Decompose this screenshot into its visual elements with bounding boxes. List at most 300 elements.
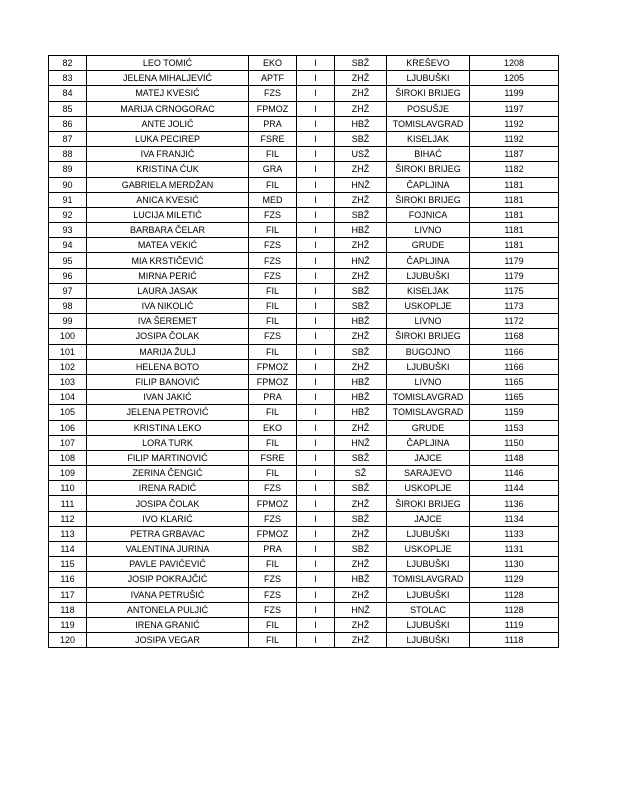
region-cell: ZHŽ [335, 86, 387, 101]
points-cell: 1173 [470, 299, 559, 314]
year-cell: I [297, 56, 335, 71]
rank-cell: 101 [49, 344, 87, 359]
town-cell: KISELJAK [387, 283, 470, 298]
name-cell: JOSIPA ČOLAK [87, 329, 249, 344]
points-cell: 1118 [470, 633, 559, 648]
faculty-cell: FSRE [249, 450, 297, 465]
points-cell: 1192 [470, 116, 559, 131]
region-cell: HNŽ [335, 435, 387, 450]
region-cell: SBŽ [335, 450, 387, 465]
table-row [49, 602, 559, 617]
points-cell: 1166 [470, 344, 559, 359]
points-cell: 1133 [470, 526, 559, 541]
rank-cell: 94 [49, 238, 87, 253]
town-cell: TOMISLAVGRAD [387, 572, 470, 587]
region-cell: USŽ [335, 147, 387, 162]
town-cell: BIHAĆ [387, 147, 470, 162]
rank-cell: 83 [49, 71, 87, 86]
region-cell: ZHŽ [335, 496, 387, 511]
name-cell: HELENA BOTO [87, 359, 249, 374]
rank-cell: 92 [49, 207, 87, 222]
rank-cell: 90 [49, 177, 87, 192]
faculty-cell: FZS [249, 238, 297, 253]
year-cell: I [297, 299, 335, 314]
rank-cell: 95 [49, 253, 87, 268]
town-cell: KISELJAK [387, 131, 470, 146]
faculty-cell: FIL [249, 177, 297, 192]
town-cell: LJUBUŠKI [387, 587, 470, 602]
town-cell: LJUBUŠKI [387, 359, 470, 374]
year-cell: I [297, 86, 335, 101]
region-cell: HBŽ [335, 374, 387, 389]
table-row [49, 450, 559, 465]
points-cell: 1136 [470, 496, 559, 511]
faculty-cell: FZS [249, 587, 297, 602]
points-cell: 1153 [470, 420, 559, 435]
town-cell: LIVNO [387, 223, 470, 238]
rank-cell: 117 [49, 587, 87, 602]
faculty-cell: FZS [249, 572, 297, 587]
rank-cell: 108 [49, 450, 87, 465]
faculty-cell: FIL [249, 147, 297, 162]
table-row [49, 526, 559, 541]
rank-cell: 113 [49, 526, 87, 541]
region-cell: SBŽ [335, 344, 387, 359]
name-cell: LUKA PECIREP [87, 131, 249, 146]
name-cell: BARBARA ČELAR [87, 223, 249, 238]
points-cell: 1181 [470, 177, 559, 192]
points-cell: 1181 [470, 238, 559, 253]
town-cell: JAJCE [387, 450, 470, 465]
rank-cell: 103 [49, 374, 87, 389]
year-cell: I [297, 116, 335, 131]
points-cell: 1181 [470, 207, 559, 222]
region-cell: SBŽ [335, 299, 387, 314]
region-cell: ZHŽ [335, 633, 387, 648]
table-row [49, 633, 559, 648]
points-cell: 1119 [470, 617, 559, 632]
table-row [49, 405, 559, 420]
year-cell: I [297, 177, 335, 192]
name-cell: IVA ŠEREMET [87, 314, 249, 329]
faculty-cell: FZS [249, 329, 297, 344]
name-cell: MIA KRSTIČEVIĆ [87, 253, 249, 268]
name-cell: LUCIJA MILETIĆ [87, 207, 249, 222]
region-cell: ZHŽ [335, 238, 387, 253]
year-cell: I [297, 329, 335, 344]
faculty-cell: FPMOZ [249, 526, 297, 541]
rank-cell: 93 [49, 223, 87, 238]
points-cell: 1175 [470, 283, 559, 298]
name-cell: IVO KLARIĆ [87, 511, 249, 526]
town-cell: LJUBUŠKI [387, 633, 470, 648]
rank-cell: 96 [49, 268, 87, 283]
year-cell: I [297, 131, 335, 146]
table-row [49, 420, 559, 435]
year-cell: I [297, 207, 335, 222]
rank-cell: 109 [49, 466, 87, 481]
year-cell: I [297, 526, 335, 541]
name-cell: LORA TURK [87, 435, 249, 450]
year-cell: I [297, 450, 335, 465]
region-cell: ZHŽ [335, 359, 387, 374]
year-cell: I [297, 253, 335, 268]
points-cell: 1182 [470, 162, 559, 177]
faculty-cell: FIL [249, 617, 297, 632]
town-cell: USKOPLJE [387, 299, 470, 314]
points-cell: 1166 [470, 359, 559, 374]
table-row [49, 314, 559, 329]
rank-cell: 119 [49, 617, 87, 632]
table-row [49, 617, 559, 632]
points-cell: 1131 [470, 542, 559, 557]
table-row [49, 511, 559, 526]
town-cell: KREŠEVO [387, 56, 470, 71]
table-row [49, 587, 559, 602]
name-cell: LAURA JASAK [87, 283, 249, 298]
name-cell: MATEJ KVESIĆ [87, 86, 249, 101]
rank-cell: 104 [49, 390, 87, 405]
points-cell: 1134 [470, 511, 559, 526]
points-cell: 1146 [470, 466, 559, 481]
town-cell: LJUBUŠKI [387, 617, 470, 632]
faculty-cell: FPMOZ [249, 359, 297, 374]
table-row [49, 283, 559, 298]
year-cell: I [297, 147, 335, 162]
year-cell: I [297, 633, 335, 648]
name-cell: LEO TOMIĆ [87, 56, 249, 71]
town-cell: ŠIROKI BRIJEG [387, 496, 470, 511]
region-cell: ZHŽ [335, 526, 387, 541]
year-cell: I [297, 283, 335, 298]
rank-cell: 115 [49, 557, 87, 572]
table-row [49, 238, 559, 253]
faculty-cell: FZS [249, 207, 297, 222]
rank-cell: 82 [49, 56, 87, 71]
rank-cell: 116 [49, 572, 87, 587]
rank-cell: 99 [49, 314, 87, 329]
table-row [49, 435, 559, 450]
faculty-cell: FSRE [249, 131, 297, 146]
points-cell: 1199 [470, 86, 559, 101]
faculty-cell: FIL [249, 223, 297, 238]
year-cell: I [297, 314, 335, 329]
town-cell: JAJCE [387, 511, 470, 526]
town-cell: TOMISLAVGRAD [387, 116, 470, 131]
points-cell: 1165 [470, 390, 559, 405]
faculty-cell: GRA [249, 162, 297, 177]
name-cell: VALENTINA JURINA [87, 542, 249, 557]
year-cell: I [297, 496, 335, 511]
points-cell: 1144 [470, 481, 559, 496]
region-cell: SBŽ [335, 56, 387, 71]
town-cell: FOJNICA [387, 207, 470, 222]
year-cell: I [297, 602, 335, 617]
region-cell: HBŽ [335, 314, 387, 329]
name-cell: ANICA KVESIĆ [87, 192, 249, 207]
town-cell: ŠIROKI BRIJEG [387, 162, 470, 177]
town-cell: ŠIROKI BRIJEG [387, 86, 470, 101]
year-cell: I [297, 481, 335, 496]
points-cell: 1187 [470, 147, 559, 162]
region-cell: HNŽ [335, 602, 387, 617]
name-cell: FILIP BANOVIĆ [87, 374, 249, 389]
points-cell: 1130 [470, 557, 559, 572]
name-cell: JOSIPA VEGAR [87, 633, 249, 648]
town-cell: ČAPLJINA [387, 253, 470, 268]
faculty-cell: FIL [249, 299, 297, 314]
name-cell: PAVLE PAVIĆEVIĆ [87, 557, 249, 572]
faculty-cell: FIL [249, 466, 297, 481]
name-cell: PETRA GRBAVAC [87, 526, 249, 541]
region-cell: HBŽ [335, 572, 387, 587]
name-cell: FILIP MARTINOVIĆ [87, 450, 249, 465]
region-cell: SBŽ [335, 131, 387, 146]
town-cell: BUGOJNO [387, 344, 470, 359]
name-cell: ANTONELA PULJIĆ [87, 602, 249, 617]
name-cell: JELENA PETROVIĆ [87, 405, 249, 420]
name-cell: IVA FRANJIĆ [87, 147, 249, 162]
year-cell: I [297, 511, 335, 526]
rank-cell: 97 [49, 283, 87, 298]
name-cell: MARIJA ŽULJ [87, 344, 249, 359]
points-cell: 1168 [470, 329, 559, 344]
points-cell: 1148 [470, 450, 559, 465]
name-cell: IRENA GRANIĆ [87, 617, 249, 632]
town-cell: POSUŠJE [387, 101, 470, 116]
points-cell: 1179 [470, 253, 559, 268]
town-cell: ŠIROKI BRIJEG [387, 192, 470, 207]
rank-cell: 111 [49, 496, 87, 511]
faculty-cell: FIL [249, 314, 297, 329]
points-cell: 1159 [470, 405, 559, 420]
rank-cell: 107 [49, 435, 87, 450]
year-cell: I [297, 435, 335, 450]
rank-cell: 86 [49, 116, 87, 131]
name-cell: MARIJA CRNOGORAC [87, 101, 249, 116]
faculty-cell: FZS [249, 253, 297, 268]
faculty-cell: FPMOZ [249, 496, 297, 511]
year-cell: I [297, 101, 335, 116]
faculty-cell: FZS [249, 481, 297, 496]
rank-cell: 98 [49, 299, 87, 314]
region-cell: ZHŽ [335, 557, 387, 572]
region-cell: HBŽ [335, 116, 387, 131]
faculty-cell: EKO [249, 56, 297, 71]
faculty-cell: FIL [249, 344, 297, 359]
table-row [49, 542, 559, 557]
table-row [49, 572, 559, 587]
town-cell: USKOPLJE [387, 542, 470, 557]
faculty-cell: FIL [249, 405, 297, 420]
faculty-cell: FZS [249, 602, 297, 617]
region-cell: ZHŽ [335, 617, 387, 632]
faculty-cell: PRA [249, 390, 297, 405]
table-row [49, 268, 559, 283]
town-cell: ŠIROKI BRIJEG [387, 329, 470, 344]
table-row [49, 147, 559, 162]
year-cell: I [297, 223, 335, 238]
name-cell: JELENA MIHALJEVIĆ [87, 71, 249, 86]
rank-cell: 120 [49, 633, 87, 648]
region-cell: HBŽ [335, 405, 387, 420]
rank-cell: 110 [49, 481, 87, 496]
table-row [49, 101, 559, 116]
faculty-cell: PRA [249, 542, 297, 557]
town-cell: LJUBUŠKI [387, 268, 470, 283]
name-cell: JOSIP POKRAJČIĆ [87, 572, 249, 587]
name-cell: KRISTINA LEKO [87, 420, 249, 435]
points-cell: 1128 [470, 602, 559, 617]
table-row [49, 116, 559, 131]
table-row [49, 253, 559, 268]
table-row [49, 481, 559, 496]
year-cell: I [297, 466, 335, 481]
points-cell: 1179 [470, 268, 559, 283]
year-cell: I [297, 557, 335, 572]
rank-cell: 112 [49, 511, 87, 526]
region-cell: SBŽ [335, 207, 387, 222]
name-cell: IVAN JAKIĆ [87, 390, 249, 405]
table-row [49, 131, 559, 146]
town-cell: TOMISLAVGRAD [387, 405, 470, 420]
rank-cell: 87 [49, 131, 87, 146]
points-cell: 1128 [470, 587, 559, 602]
region-cell: SBŽ [335, 283, 387, 298]
town-cell: LJUBUŠKI [387, 71, 470, 86]
town-cell: ČAPLJINA [387, 435, 470, 450]
rank-cell: 102 [49, 359, 87, 374]
name-cell: GABRIELA MERDŽAN [87, 177, 249, 192]
year-cell: I [297, 192, 335, 207]
year-cell: I [297, 374, 335, 389]
points-cell: 1172 [470, 314, 559, 329]
town-cell: SARAJEVO [387, 466, 470, 481]
region-cell: ZHŽ [335, 101, 387, 116]
year-cell: I [297, 344, 335, 359]
faculty-cell: MED [249, 192, 297, 207]
region-cell: SBŽ [335, 481, 387, 496]
rank-cell: 88 [49, 147, 87, 162]
table-row [49, 162, 559, 177]
year-cell: I [297, 542, 335, 557]
name-cell: ANTE JOLIĆ [87, 116, 249, 131]
points-cell: 1181 [470, 223, 559, 238]
name-cell: ZERINA ČENGIĆ [87, 466, 249, 481]
year-cell: I [297, 420, 335, 435]
region-cell: HBŽ [335, 390, 387, 405]
table-row [49, 390, 559, 405]
year-cell: I [297, 359, 335, 374]
town-cell: GRUDE [387, 420, 470, 435]
faculty-cell: FZS [249, 268, 297, 283]
town-cell: STOLAC [387, 602, 470, 617]
table-row [49, 557, 559, 572]
points-cell: 1205 [470, 71, 559, 86]
points-cell: 1150 [470, 435, 559, 450]
ranking-table-body [49, 56, 559, 648]
rank-cell: 100 [49, 329, 87, 344]
name-cell: MIRNA PERIĆ [87, 268, 249, 283]
region-cell: SBŽ [335, 542, 387, 557]
table-row [49, 223, 559, 238]
name-cell: IVANA PETRUŠIĆ [87, 587, 249, 602]
name-cell: JOSIPA ČOLAK [87, 496, 249, 511]
town-cell: USKOPLJE [387, 481, 470, 496]
faculty-cell: FIL [249, 557, 297, 572]
faculty-cell: FPMOZ [249, 101, 297, 116]
rank-cell: 91 [49, 192, 87, 207]
year-cell: I [297, 238, 335, 253]
rank-cell: 106 [49, 420, 87, 435]
year-cell: I [297, 162, 335, 177]
year-cell: I [297, 71, 335, 86]
town-cell: LIVNO [387, 314, 470, 329]
name-cell: IRENA RADIĆ [87, 481, 249, 496]
year-cell: I [297, 390, 335, 405]
region-cell: ZHŽ [335, 587, 387, 602]
town-cell: LJUBUŠKI [387, 557, 470, 572]
region-cell: SŽ [335, 466, 387, 481]
year-cell: I [297, 617, 335, 632]
name-cell: KRISTINA ĆUK [87, 162, 249, 177]
points-cell: 1129 [470, 572, 559, 587]
region-cell: HNŽ [335, 177, 387, 192]
rank-cell: 105 [49, 405, 87, 420]
points-cell: 1197 [470, 101, 559, 116]
table-row [49, 56, 559, 71]
region-cell: ZHŽ [335, 192, 387, 207]
town-cell: TOMISLAVGRAD [387, 390, 470, 405]
faculty-cell: APTF [249, 71, 297, 86]
faculty-cell: PRA [249, 116, 297, 131]
rank-cell: 84 [49, 86, 87, 101]
year-cell: I [297, 268, 335, 283]
table-row [49, 359, 559, 374]
table-row [49, 466, 559, 481]
rank-cell: 118 [49, 602, 87, 617]
region-cell: ZHŽ [335, 71, 387, 86]
year-cell: I [297, 405, 335, 420]
region-cell: ZHŽ [335, 420, 387, 435]
name-cell: MATEA VEKIĆ [87, 238, 249, 253]
table-row [49, 71, 559, 86]
region-cell: ZHŽ [335, 268, 387, 283]
table-row [49, 86, 559, 101]
faculty-cell: FIL [249, 283, 297, 298]
town-cell: ČAPLJINA [387, 177, 470, 192]
rank-cell: 114 [49, 542, 87, 557]
faculty-cell: FZS [249, 511, 297, 526]
faculty-cell: FIL [249, 435, 297, 450]
points-cell: 1181 [470, 192, 559, 207]
region-cell: HNŽ [335, 253, 387, 268]
points-cell: 1192 [470, 131, 559, 146]
faculty-cell: EKO [249, 420, 297, 435]
town-cell: LJUBUŠKI [387, 526, 470, 541]
rank-cell: 89 [49, 162, 87, 177]
year-cell: I [297, 572, 335, 587]
table-row [49, 329, 559, 344]
year-cell: I [297, 587, 335, 602]
table-row [49, 374, 559, 389]
region-cell: SBŽ [335, 511, 387, 526]
table-row [49, 344, 559, 359]
table-row [49, 192, 559, 207]
rank-cell: 85 [49, 101, 87, 116]
table-row [49, 177, 559, 192]
points-cell: 1165 [470, 374, 559, 389]
